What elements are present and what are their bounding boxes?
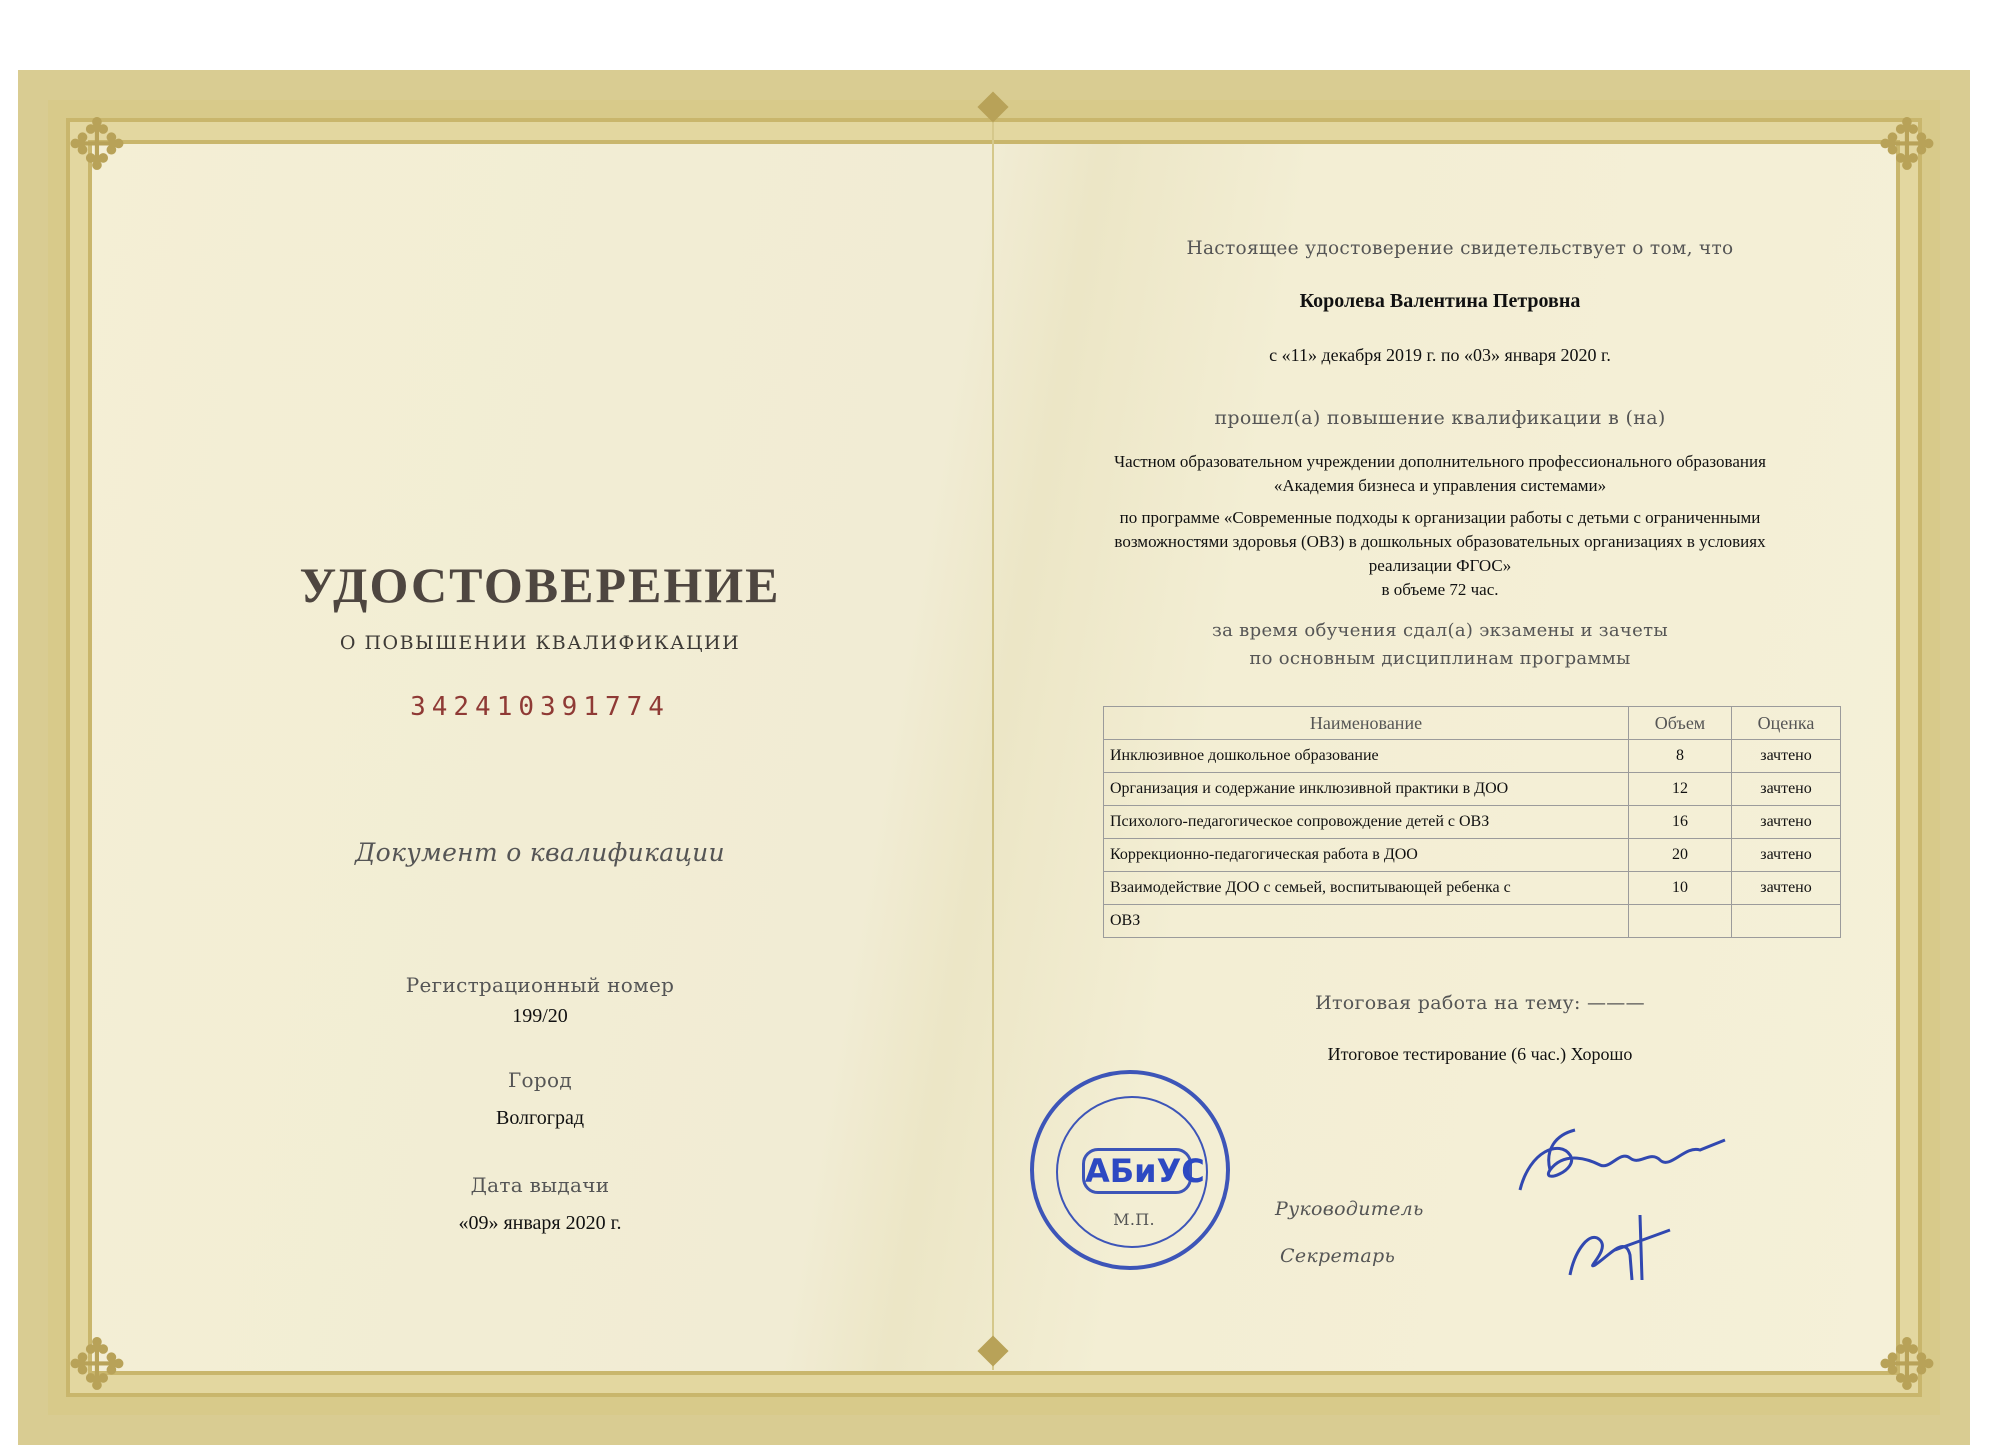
row-name: Коррекционно-педагогическая работа в ДОО (1104, 839, 1629, 872)
document-type: Документ о квалификации (355, 838, 725, 867)
stamp-mp: М.П. (1113, 1210, 1155, 1229)
row-grade: зачтено (1732, 740, 1841, 773)
row-volume: 16 (1629, 806, 1732, 839)
issue-date-value: «09» января 2020 г. (458, 1212, 622, 1234)
row-volume: 20 (1629, 839, 1732, 872)
program-line-2: возможностями здоровья (ОВЗ) в дошкольных образовательных организациях в условиях (1114, 532, 1766, 551)
table-row (1104, 839, 1841, 872)
program-line-1: по программе «Современные подходы к организации работы с детьми с ограниченными (1119, 508, 1761, 527)
secretary-signature (1560, 1210, 1690, 1290)
corner-ornament-icon: ✥ (67, 104, 127, 186)
city-value: Волгоград (495, 1107, 585, 1129)
table-row (1104, 872, 1841, 905)
corner-ornament-icon: ✥ (1877, 1324, 1937, 1406)
row-name: Взаимодействие ДОО с семьей, воспитывающей ребенка с (1104, 872, 1629, 905)
center-fold (992, 100, 994, 1370)
row-name: Инклюзивное дошкольное образование (1104, 740, 1629, 773)
row-grade: зачтено (1732, 773, 1841, 806)
study-period: с «11» декабря 2019 г. по «03» января 2020 г. (1269, 345, 1611, 365)
row-grade: зачтено (1732, 872, 1841, 905)
row-grade: зачтено (1732, 839, 1841, 872)
certificate-title: УДОСТОВЕРЕНИЕ (299, 557, 781, 613)
final-test: Итоговое тестирование (6 час.) Хорошо (1327, 1044, 1633, 1064)
table-row (1104, 740, 1841, 773)
issue-date-label: Дата выдачи (470, 1173, 610, 1197)
secretary-label: Секретарь (1280, 1245, 1396, 1267)
row-volume: 8 (1629, 740, 1732, 773)
institution-line-2: «Академия бизнеса и управления системами» (1273, 476, 1607, 495)
row-name: Психолого-педагогическое сопровождение детей с ОВЗ (1104, 806, 1629, 839)
table-row (1104, 905, 1841, 938)
institution-stamp (1030, 1070, 1230, 1270)
row-volume: 12 (1629, 773, 1732, 806)
program-volume: в объеме 72 час. (1381, 580, 1499, 599)
row-name: ОВЗ (1104, 905, 1629, 938)
row-volume (1629, 905, 1732, 938)
holder-name: Королева Валентина Петровна (1299, 290, 1581, 312)
exams-line-2: по основным дисциплинам программы (1249, 648, 1631, 669)
head-label: Руководитель (1275, 1198, 1424, 1220)
row-name: Организация и содержание инклюзивной практики в ДОО (1104, 773, 1629, 806)
table-header-row (1104, 707, 1841, 740)
exams-line-1: за время обучения сдал(а) экзамены и зачеты (1212, 620, 1668, 641)
header-volume: Объем (1629, 707, 1732, 740)
serial-number: 342410391774 (410, 692, 670, 722)
table-row (1104, 773, 1841, 806)
row-grade: зачтено (1732, 806, 1841, 839)
certificate-subtitle: О ПОВЫШЕНИИ КВАЛИФИКАЦИИ (339, 632, 741, 654)
program-line-3: реализации ФГОС» (1368, 556, 1512, 575)
city-label: Город (508, 1068, 572, 1092)
final-work-label: Итоговая работа на тему: ——— (1315, 992, 1645, 1014)
header-grade: Оценка (1732, 707, 1841, 740)
passed-text: прошел(а) повышение квалификации в (на) (1214, 407, 1666, 429)
row-volume: 10 (1629, 872, 1732, 905)
stamp-logo: АБиУС (1082, 1148, 1192, 1194)
institution-line-1: Частном образовательном учреждении дополнительного профессионального образования (1114, 452, 1766, 471)
disciplines-table (1103, 706, 1841, 938)
table-row (1104, 806, 1841, 839)
head-signature (1510, 1120, 1740, 1210)
corner-ornament-icon: ✥ (67, 1324, 127, 1406)
intro-text: Настоящее удостоверение свидетельствует о том, что (1186, 238, 1734, 259)
reg-number-label: Регистрационный номер (405, 973, 675, 997)
header-name: Наименование (1104, 707, 1629, 740)
reg-number-value: 199/20 (512, 1005, 568, 1027)
corner-ornament-icon: ✥ (1877, 104, 1937, 186)
row-grade (1732, 905, 1841, 938)
